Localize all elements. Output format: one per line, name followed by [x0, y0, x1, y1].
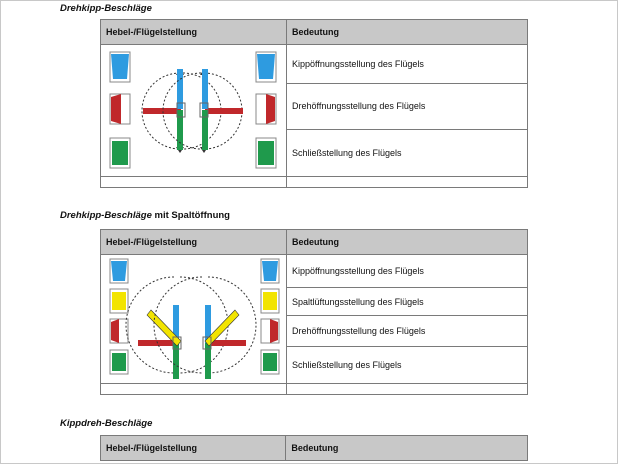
tilt-window-icon [110, 52, 130, 82]
tilt-window-icon [256, 52, 276, 82]
right-lever-rotation [154, 277, 256, 379]
tilt-window-icon [261, 259, 279, 283]
closed-window-icon [261, 350, 279, 374]
meaning-closed: Schließstellung des Flügels [287, 347, 528, 384]
column-header-position: Hebel-/Flügelstellung [101, 230, 287, 255]
closed-window-icon [256, 138, 276, 168]
column-header-position: Hebel-/Flügelstellung [101, 436, 286, 461]
turn-window-icon [261, 319, 279, 343]
lever-diagram-cell [101, 255, 287, 384]
tilt-window-icon [110, 259, 128, 283]
column-header-position: Hebel-/Flügelstellung [101, 20, 287, 45]
turn-window-icon [110, 94, 130, 124]
lever-diagram-cell [101, 45, 287, 177]
gap-window-icon [261, 289, 279, 313]
table-spaltoeffnung [100, 229, 528, 395]
meaning-closed: Schließstellung des Flügels [287, 130, 528, 177]
closed-window-icon [110, 138, 130, 168]
gap-window-icon [110, 289, 128, 313]
column-header-meaning: Bedeutung [286, 436, 528, 461]
meaning-turn: Drehöffnungsstellung des Flügels [287, 316, 528, 347]
section-heading-kippdreh: Kippdreh-Beschläge [60, 418, 153, 429]
section-heading-drehkipp: Drehkipp-Beschläge [60, 3, 152, 14]
lever-position-diagram [101, 45, 286, 176]
turn-window-icon [110, 319, 128, 343]
turn-window-icon [256, 94, 276, 124]
closed-window-icon [110, 350, 128, 374]
column-header-meaning: Bedeutung [287, 20, 528, 45]
section-heading-spaltoeffnung: Drehkipp-Beschläge mit Spaltöffnung [60, 210, 230, 221]
lever-position-diagram-gap [101, 255, 286, 383]
table-drehkipp [100, 19, 528, 188]
meaning-tilt: Kippöffnungsstellung des Flügels [287, 255, 528, 288]
meaning-tilt: Kippöffnungsstellung des Flügels [287, 45, 528, 84]
column-header-meaning: Bedeutung [287, 230, 528, 255]
table-kippdreh [100, 435, 528, 461]
meaning-gap: Spaltlüftungsstellung des Flügels [287, 287, 528, 316]
meaning-turn: Drehöffnungsstellung des Flügels [287, 83, 528, 130]
left-lever-rotation [126, 277, 228, 379]
